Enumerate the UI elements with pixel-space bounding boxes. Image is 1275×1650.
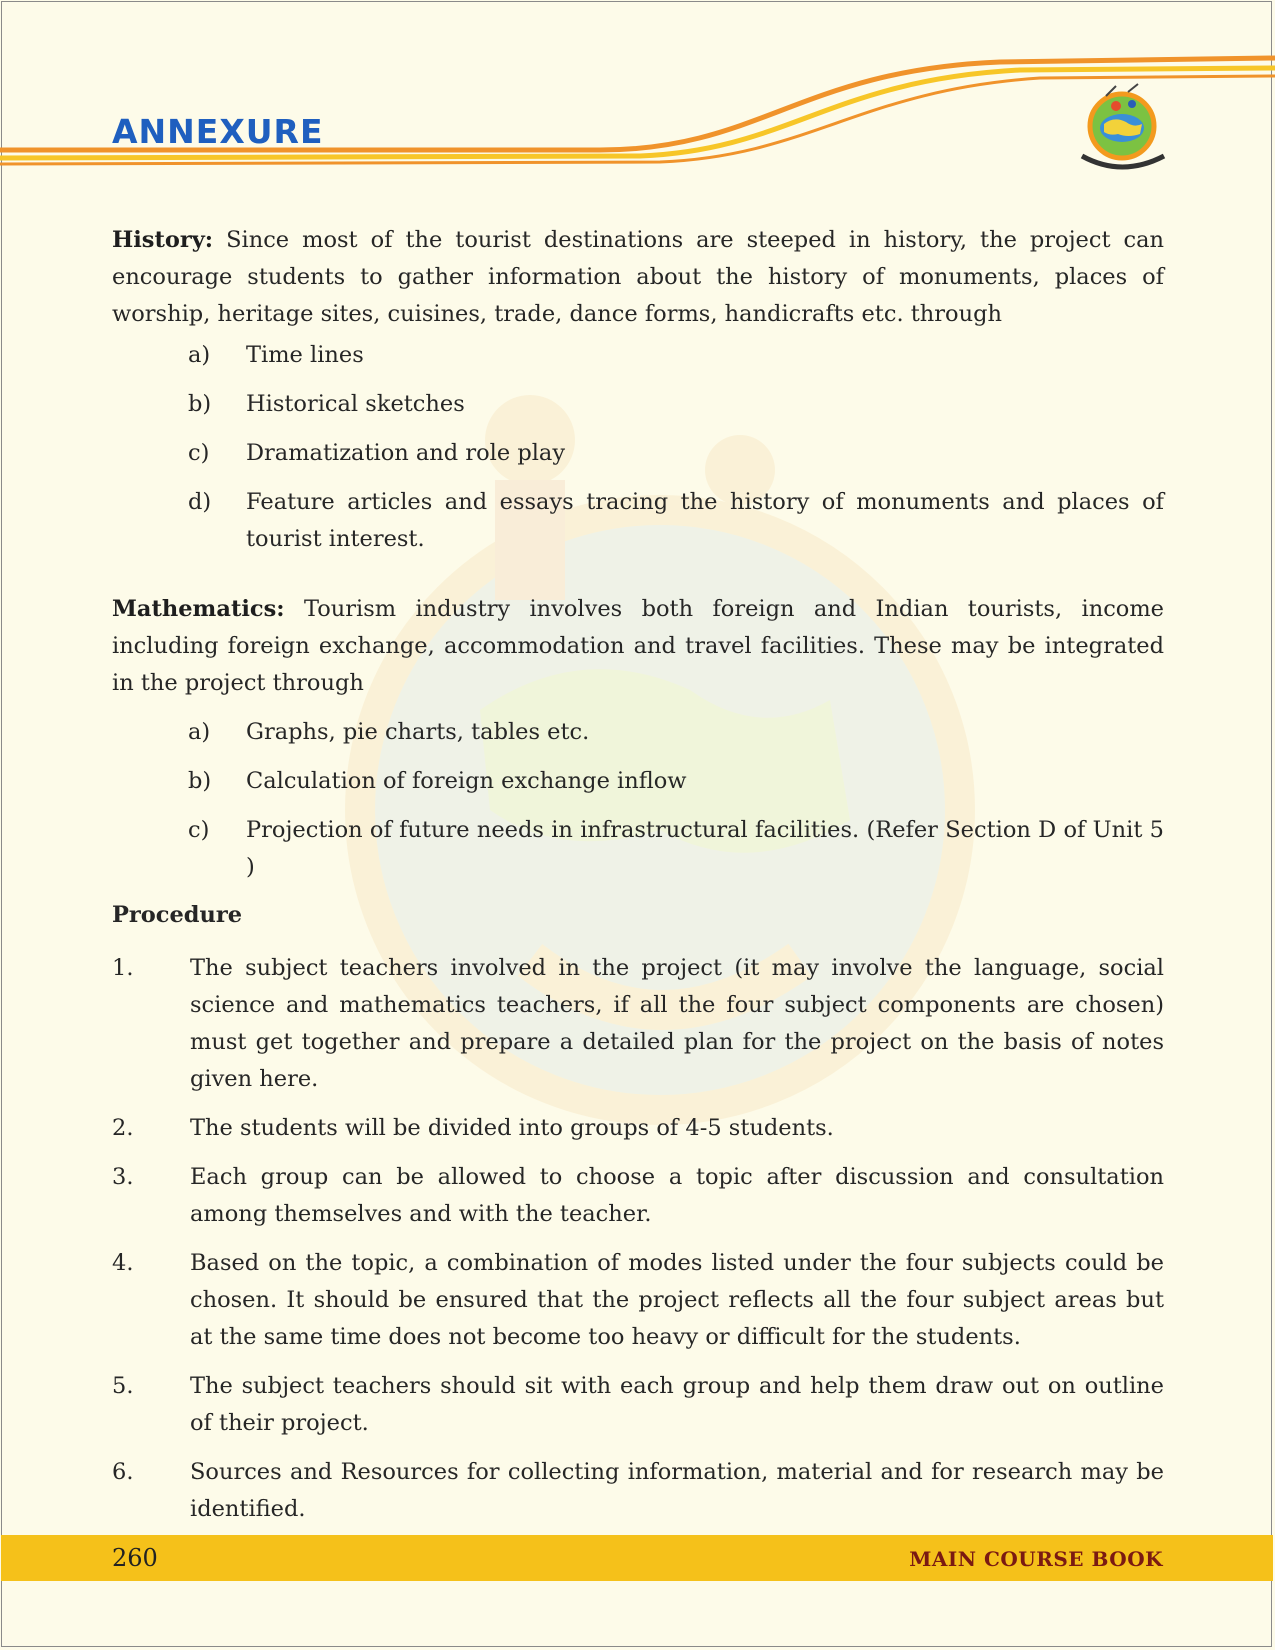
list-item-text: The subject teachers should sit with each group and help them draw out on outline of their project. (190, 1373, 1164, 1436)
history-text: Since most of the tourist destinations are steeped in history, the project can encourage students to gather information about the history of monuments, places of worship, heritage sites, cuisines, trade, dance forms, handicrafts etc. through (112, 227, 1165, 327)
book-title: MAIN COURSE BOOK (909, 1547, 1163, 1571)
list-item (112, 1110, 1164, 1147)
history-label: History: (112, 227, 214, 253)
list-marker: b) (188, 768, 212, 794)
mathematics-list (188, 714, 1164, 898)
page-title: ANNEXURE (112, 112, 324, 151)
list-item-text: Historical sketches (246, 391, 465, 417)
list-marker: c) (188, 817, 210, 843)
list-marker: 5. (112, 1373, 134, 1399)
mathematics-section (112, 591, 1164, 702)
mathematics-label: Mathematics: (112, 596, 285, 622)
list-item-text: Dramatization and role play (246, 440, 566, 466)
list-item (112, 1159, 1164, 1233)
list-item-text: Each group can be allowed to choose a topic after discussion and consultation among themselves and with the teacher. (190, 1164, 1164, 1227)
list-marker: 1. (112, 955, 134, 981)
list-item (112, 1454, 1164, 1528)
list-item (112, 1245, 1164, 1356)
list-marker: 4. (112, 1250, 134, 1276)
list-marker: c) (188, 440, 210, 466)
list-item-text: Feature articles and essays tracing the history of monuments and places of tourist interest. (246, 489, 1164, 552)
list-item (188, 435, 1164, 472)
procedure-heading: Procedure (112, 902, 243, 928)
list-item (188, 763, 1164, 800)
history-paragraph (112, 222, 1164, 333)
page-number: 260 (112, 1544, 158, 1572)
procedure-list (112, 950, 1164, 1540)
list-marker: 2. (112, 1115, 134, 1141)
mathematics-paragraph (112, 591, 1164, 702)
list-item-text: Time lines (246, 342, 364, 368)
list-item-text: Calculation of foreign exchange inflow (246, 768, 687, 794)
list-item (188, 484, 1164, 558)
list-item (188, 812, 1164, 886)
history-section (112, 222, 1164, 333)
history-list (188, 337, 1164, 570)
list-item-text: The subject teachers involved in the project (it may involve the language, social science and mathematics teachers, if all the four subject components are chosen) must get together and prepare a detailed plan for the project on the basis of notes given here. (190, 955, 1164, 1092)
list-item (188, 714, 1164, 751)
list-marker: 6. (112, 1459, 134, 1485)
list-item-text: Based on the topic, a combination of modes listed under the four subjects could be chosen. It should be ensured that the project reflects all the four subject areas but at the same time does not become too heavy or difficult for the students. (190, 1250, 1164, 1350)
cbse-globe-logo-icon (1068, 78, 1180, 182)
list-item (112, 1368, 1164, 1442)
list-marker: b) (188, 391, 212, 417)
list-item-text: Projection of future needs in infrastructural facilities. (Refer Section D of Unit 5 ) (246, 817, 1164, 880)
list-item (188, 337, 1164, 374)
list-marker: a) (188, 342, 211, 368)
list-item (112, 950, 1164, 1098)
list-marker: a) (188, 719, 211, 745)
list-marker: d) (188, 489, 212, 515)
list-item (188, 386, 1164, 423)
list-item-text: Sources and Resources for collecting information, material and for research may be identified. (190, 1459, 1164, 1522)
mathematics-text: Tourism industry involves both foreign and Indian tourists, income including foreign exchange, accommodation and travel facilities. These may be integrated in the project through (112, 596, 1164, 696)
list-item-text: Graphs, pie charts, tables etc. (246, 719, 590, 745)
list-marker: 3. (112, 1164, 134, 1190)
list-item-text: The students will be divided into groups of 4-5 students. (190, 1115, 834, 1141)
